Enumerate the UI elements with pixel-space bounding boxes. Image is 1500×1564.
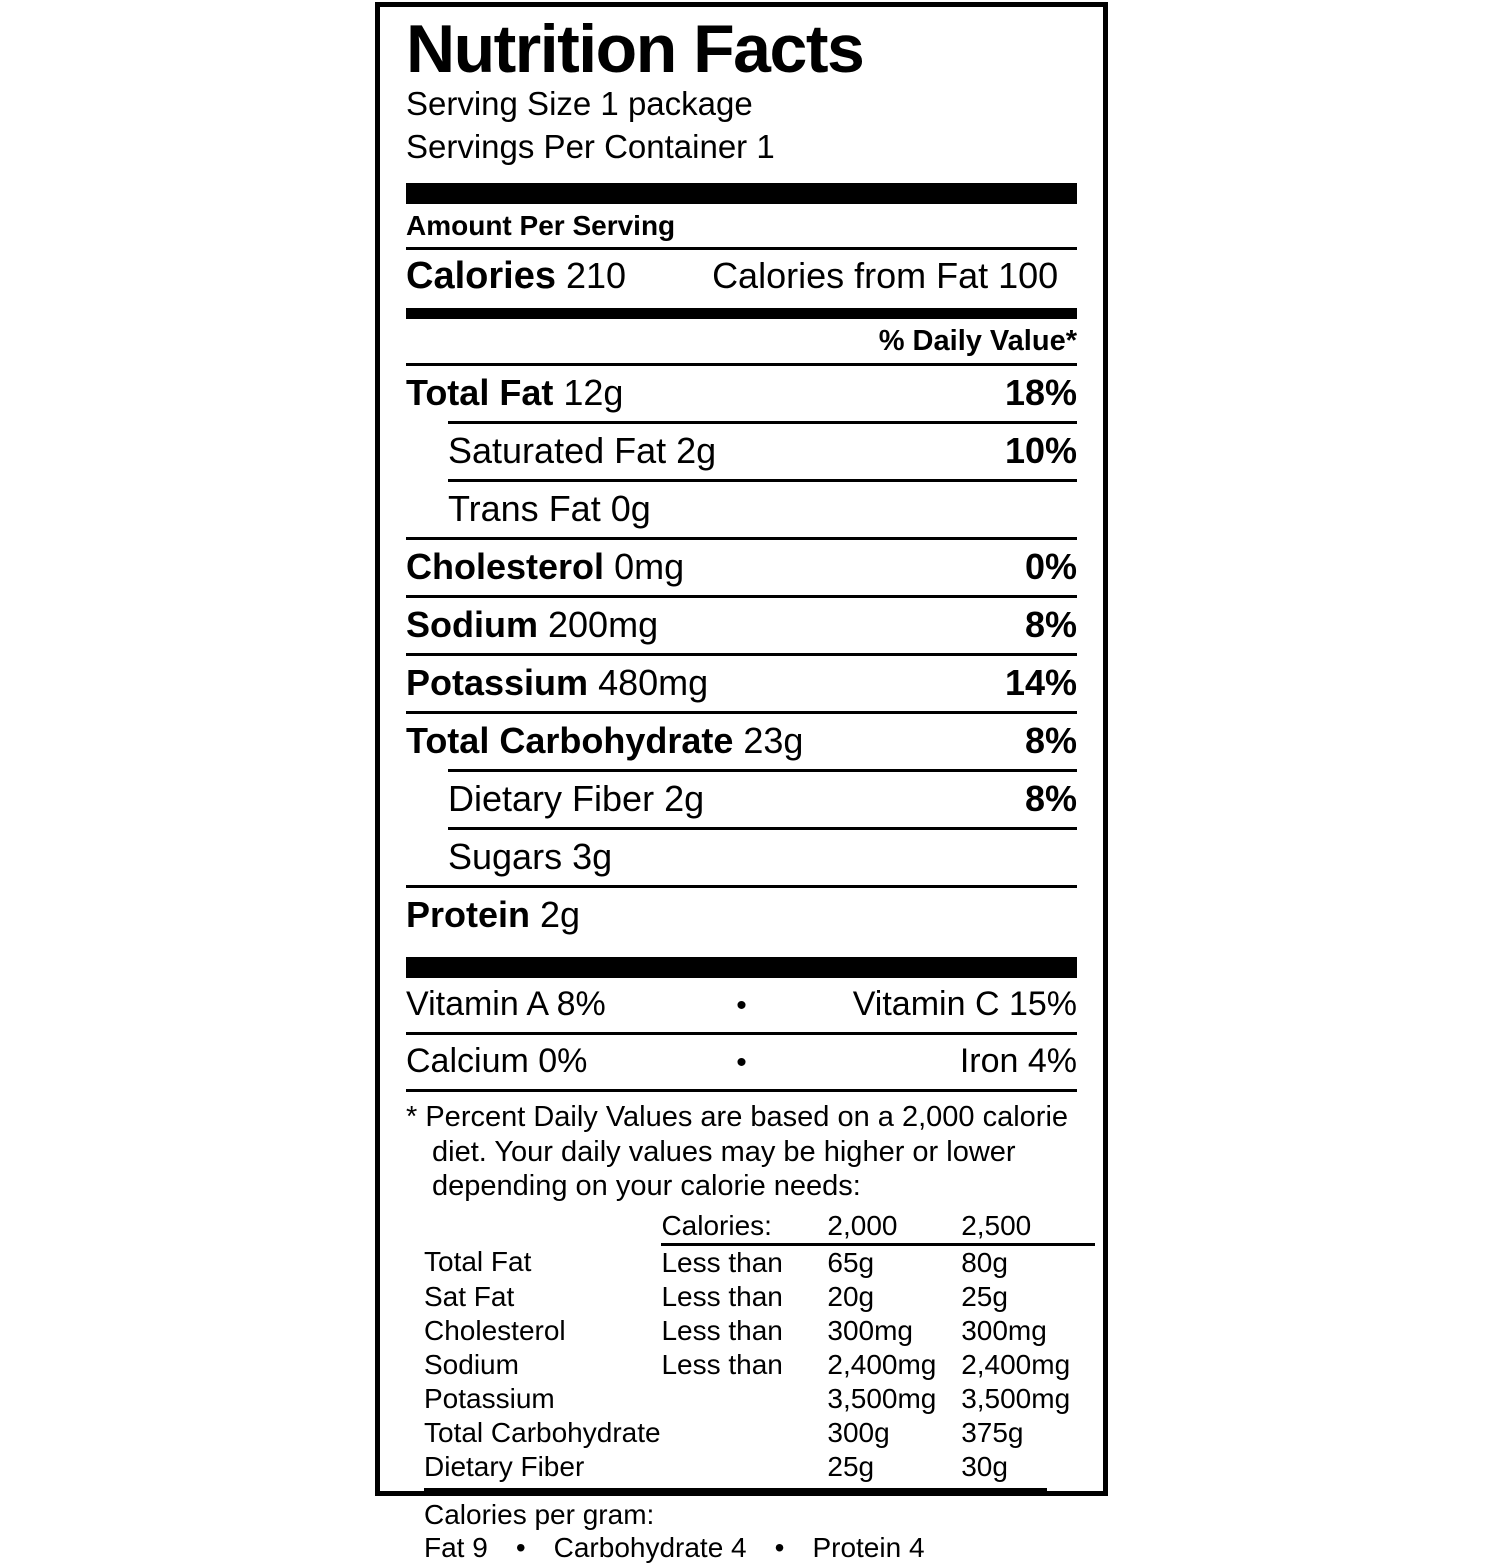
- nutrient-amount: 3g: [572, 835, 613, 877]
- row-value-2000: 25g: [827, 1451, 875, 1483]
- row-value-2000: 3,500mg: [827, 1383, 937, 1415]
- calories-value: 210: [565, 254, 627, 296]
- nutrient-row-potassium: [406, 656, 1077, 711]
- serving-size-text: Serving Size 1 package: [406, 85, 753, 122]
- nutrient-dv: 14%: [1004, 661, 1077, 703]
- divider-below-calories: [406, 308, 1077, 319]
- nutrient-amount: 0g: [610, 487, 651, 529]
- nutrient-name: Saturated Fat: [448, 429, 667, 471]
- vitamin-c-value: Vitamin C 15%: [852, 984, 1077, 1023]
- cpg-protein: Protein 4: [812, 1532, 925, 1564]
- nutrient-dv: 8%: [1024, 719, 1077, 761]
- row-qualifier: Less than: [661, 1281, 783, 1313]
- nutrient-name: Protein: [406, 893, 531, 935]
- servings-per-container-text: Servings Per Container 1: [406, 127, 775, 165]
- bullet-icon: •: [736, 1045, 747, 1079]
- table-row: [424, 1280, 1095, 1314]
- row-label: Potassium: [424, 1383, 555, 1415]
- nutrient-dv: 18%: [1004, 371, 1077, 413]
- calories-from-fat: Calories from Fat 100: [712, 254, 1059, 296]
- nutrient-row-trans-fat: [406, 482, 1077, 537]
- nutrient-dv: 8%: [1024, 777, 1077, 819]
- bullet-icon: •: [515, 1532, 526, 1564]
- row-value-2000: 2,400mg: [827, 1349, 937, 1381]
- nutrient-row-sugars: [406, 830, 1077, 885]
- nutrient-row-sodium: [406, 598, 1077, 653]
- cpg-fat: Fat 9: [424, 1532, 488, 1564]
- nutrition-facts-panel: [375, 2, 1108, 1564]
- row-qualifier: Less than: [661, 1247, 783, 1279]
- footnote-line-1: * Percent Daily Values are based on a 2,000 calorie: [406, 1100, 1069, 1133]
- footnote-block: [406, 1092, 1077, 1204]
- nutrient-dv: 10%: [1004, 429, 1077, 471]
- nutrient-name: Total Fat: [406, 371, 554, 413]
- table-header-blank: [424, 1209, 661, 1245]
- nutrient-amount: 480mg: [598, 661, 709, 703]
- nutrient-row-total-fat: [406, 366, 1077, 421]
- nutrient-name: Cholesterol: [406, 545, 605, 587]
- daily-value-header: % Daily Value*: [878, 324, 1077, 357]
- row-value-2500: 3,500mg: [961, 1383, 1071, 1415]
- row-value-2000: 20g: [827, 1281, 875, 1313]
- calories-per-gram-row: [424, 1532, 1077, 1564]
- nutrient-amount: 2g: [676, 429, 717, 471]
- row-value-2500: 375g: [961, 1417, 1024, 1449]
- table-header-calories: Calories:: [661, 1209, 827, 1245]
- table-row: [424, 1382, 1095, 1416]
- vitamin-a-value: Vitamin A 8%: [406, 984, 606, 1023]
- nutrient-amount: 0mg: [614, 545, 685, 587]
- calories-per-gram-label: Calories per gram:: [424, 1499, 655, 1531]
- nutrient-amount: 2g: [664, 777, 705, 819]
- row-qualifier: Less than: [661, 1349, 783, 1381]
- page-title: Nutrition Facts: [406, 11, 864, 87]
- bullet-icon: •: [774, 1532, 785, 1564]
- table-header-row: [424, 1209, 1095, 1245]
- footnote-line-2: diet. Your daily values may be higher or lower: [432, 1135, 1016, 1168]
- amount-per-serving-label: Amount Per Serving: [406, 209, 676, 241]
- row-value-2500: 30g: [961, 1451, 1008, 1483]
- table-row: [424, 1450, 1095, 1484]
- divider-thick-vitamins: [406, 957, 1077, 978]
- row-qualifier: Less than: [661, 1315, 783, 1347]
- table-row: [424, 1245, 1095, 1281]
- daily-values-table: [424, 1209, 1095, 1484]
- table-row: [424, 1416, 1095, 1450]
- row-qualifier: [661, 1382, 827, 1416]
- row-value-2000: 65g: [827, 1247, 875, 1279]
- vitamins-row-1: [406, 978, 1077, 1032]
- nutrient-row-dietary-fiber: [406, 772, 1077, 827]
- vitamins-row-2: [406, 1035, 1077, 1089]
- row-value-2500: 80g: [961, 1247, 1008, 1279]
- row-label: Cholesterol: [424, 1315, 566, 1347]
- row-value-2500: 2,400mg: [961, 1349, 1071, 1381]
- nutrient-row-saturated-fat: [406, 424, 1077, 479]
- row-label: Sat Fat: [424, 1281, 515, 1313]
- calories-label: Calories: [406, 254, 556, 297]
- nutrient-row-cholesterol: [406, 540, 1077, 595]
- nutrient-amount: 2g: [540, 893, 581, 935]
- nutrient-name: Trans Fat: [448, 487, 601, 529]
- nutrient-row-protein: [406, 888, 1077, 943]
- table-row: [424, 1348, 1095, 1382]
- nutrient-dv: 8%: [1024, 603, 1077, 645]
- nutrient-amount: 23g: [743, 719, 804, 761]
- calcium-value: Calcium 0%: [406, 1041, 588, 1080]
- row-label: Dietary Fiber: [424, 1451, 585, 1483]
- cpg-carbohydrate: Carbohydrate 4: [553, 1532, 747, 1564]
- row-qualifier: [661, 1416, 827, 1450]
- divider-thick-top: [406, 183, 1077, 204]
- calories-row: [406, 250, 1077, 304]
- table-header-2000: 2,000: [827, 1209, 961, 1245]
- nutrient-name: Sugars: [448, 835, 563, 877]
- row-qualifier: [661, 1450, 827, 1484]
- table-header-2500: 2,500: [961, 1209, 1095, 1245]
- iron-value: Iron 4%: [959, 1041, 1077, 1080]
- nutrient-name: Potassium: [406, 661, 589, 703]
- table-row: [424, 1314, 1095, 1348]
- row-value-2500: 25g: [961, 1281, 1008, 1313]
- nutrient-dv: 0%: [1024, 545, 1077, 587]
- bullet-icon: •: [736, 988, 747, 1022]
- row-value-2000: 300g: [827, 1417, 890, 1449]
- row-value-2500: 300mg: [961, 1315, 1047, 1347]
- nutrient-name: Dietary Fiber: [448, 777, 655, 819]
- row-value-2000: 300mg: [827, 1315, 914, 1347]
- nutrient-amount: 200mg: [548, 603, 659, 645]
- row-label: Sodium: [424, 1349, 519, 1381]
- nutrient-amount: 12g: [563, 371, 624, 413]
- nutrient-name: Total Carbohydrate: [406, 719, 734, 761]
- row-label: Total Carbohydrate: [424, 1417, 661, 1449]
- nutrient-row-total-carbohydrate: [406, 714, 1077, 769]
- row-label: Total Fat: [424, 1246, 532, 1278]
- footnote-line-3: depending on your calorie needs:: [432, 1170, 861, 1203]
- nutrient-name: Sodium: [406, 603, 538, 645]
